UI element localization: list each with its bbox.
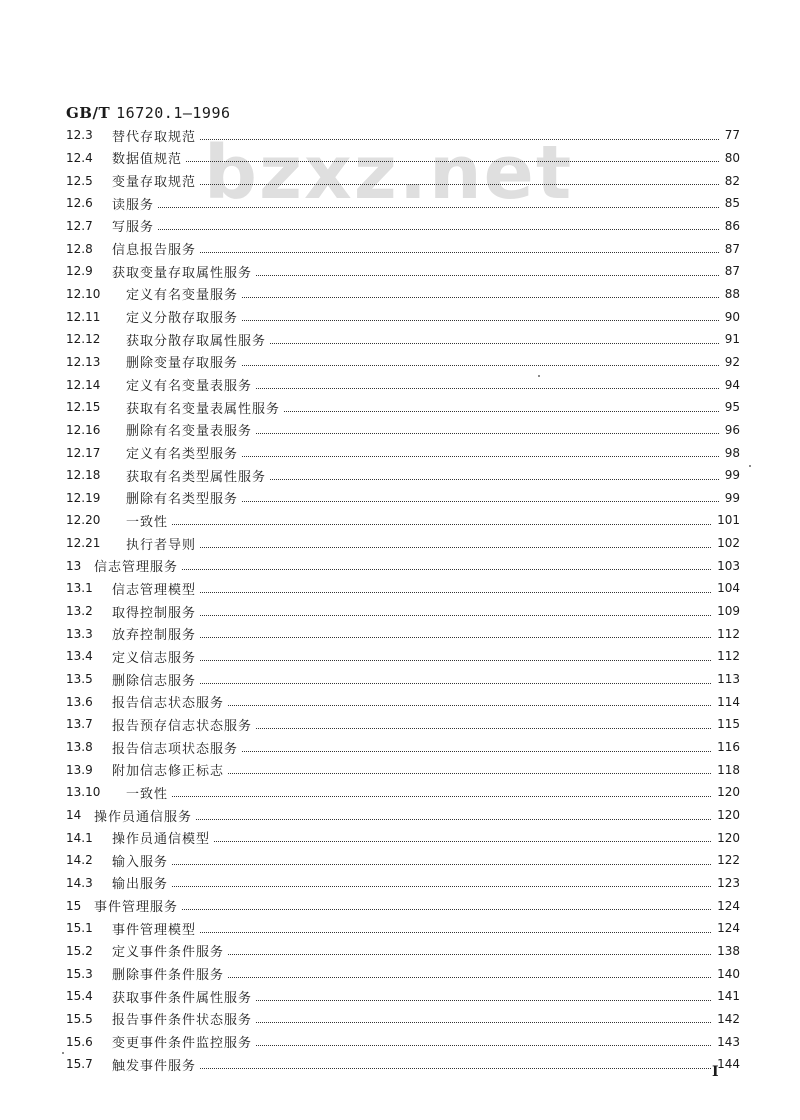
toc-leader-dots <box>196 819 711 820</box>
toc-entry-title: 替代存取规范 <box>112 129 197 145</box>
toc-entry-title: 变量存取规范 <box>112 175 197 191</box>
toc-leader-dots <box>242 456 719 457</box>
toc-entry-title: 删除有名变量表服务 <box>126 424 253 440</box>
toc-leader-dots <box>200 1068 711 1069</box>
toc-entry-title: 事件管理服务 <box>94 900 179 916</box>
toc-entry-number: 12.20 <box>66 513 101 528</box>
toc-entry[interactable] <box>66 600 740 623</box>
toc-entry[interactable] <box>66 215 740 238</box>
page-footer-mark: I <box>712 1064 719 1080</box>
toc-entry-page: 99 <box>724 490 740 505</box>
toc-entry[interactable] <box>66 645 740 668</box>
toc-entry-number: 12.17 <box>66 445 101 460</box>
toc-entry-title: 事件管理模型 <box>112 922 197 938</box>
toc-entry-page: 120 <box>717 808 740 823</box>
toc-entry-number: 12.6 <box>66 196 93 211</box>
scan-speck <box>538 375 540 377</box>
toc-entry[interactable] <box>66 736 740 759</box>
toc-entry-page: 114 <box>717 694 740 709</box>
toc-entry-page: 141 <box>717 989 740 1004</box>
toc-entry-title: 删除信志服务 <box>112 673 197 689</box>
toc-entry-page: 142 <box>717 1011 740 1026</box>
toc-entry[interactable] <box>66 668 740 691</box>
toc-entry-number: 13.1 <box>66 581 93 596</box>
standard-prefix: GB/T <box>66 104 111 122</box>
toc-entry[interactable] <box>66 532 740 555</box>
toc-entry-page: 85 <box>724 196 740 211</box>
toc-entry-title: 获取有名变量表属性服务 <box>126 401 281 417</box>
toc-entry-number: 12.12 <box>66 332 101 347</box>
toc-entry[interactable] <box>66 872 740 895</box>
toc-entry-page: 122 <box>717 853 740 868</box>
toc-entry-number: 12.3 <box>66 128 93 143</box>
toc-entry-title: 信息报告服务 <box>112 243 197 259</box>
toc-entry-title: 一致性 <box>126 514 169 530</box>
toc-entry-number: 12.4 <box>66 150 93 165</box>
toc-entry-page: 99 <box>724 468 740 483</box>
toc-entry-number: 12.18 <box>66 468 101 483</box>
toc-leader-dots <box>200 660 711 661</box>
toc-entry[interactable] <box>66 328 740 351</box>
toc-entry-title: 定义事件条件服务 <box>112 945 225 961</box>
toc-entry-number: 13.5 <box>66 672 93 687</box>
toc-entry[interactable] <box>66 283 740 306</box>
toc-entry-number: 12.9 <box>66 264 93 279</box>
toc-entry[interactable] <box>66 940 740 963</box>
toc-entry-page: 124 <box>717 898 740 913</box>
toc-leader-dots <box>270 479 719 480</box>
toc-entry-title: 删除有名类型服务 <box>126 492 239 508</box>
toc-entry-page: 86 <box>724 218 740 233</box>
toc-entry[interactable] <box>66 554 740 577</box>
toc-entry-number: 12.13 <box>66 354 101 369</box>
toc-entry-title: 获取有名类型属性服务 <box>126 469 267 485</box>
toc-entry-title: 获取事件条件属性服务 <box>112 990 253 1006</box>
toc-entry[interactable] <box>66 464 740 487</box>
toc-entry-title: 定义有名变量表服务 <box>126 379 253 395</box>
toc-entry-number: 12.19 <box>66 490 101 505</box>
toc-entry-page: 90 <box>724 309 740 324</box>
toc-entry[interactable] <box>66 962 740 985</box>
toc-leader-dots <box>228 705 711 706</box>
toc-entry-title: 变更事件条件监控服务 <box>112 1036 253 1052</box>
toc-entry-title: 信志管理服务 <box>94 560 179 576</box>
toc-entry-page: 115 <box>717 717 740 732</box>
toc-entry-number: 12.14 <box>66 377 101 392</box>
toc-entry-number: 15 <box>66 898 82 913</box>
toc-entry-page: 144 <box>717 1057 740 1072</box>
toc-entry[interactable] <box>66 577 740 600</box>
toc-leader-dots <box>200 683 711 684</box>
toc-entry[interactable] <box>66 985 740 1008</box>
toc-entry-number: 12.5 <box>66 173 93 188</box>
toc-entry-page: 124 <box>717 921 740 936</box>
toc-entry[interactable] <box>66 1008 740 1031</box>
toc-entry[interactable] <box>66 690 740 713</box>
toc-entry-page: 112 <box>717 649 740 664</box>
toc-leader-dots <box>158 207 719 208</box>
toc-entry-title: 执行者导则 <box>126 537 197 553</box>
toc-leader-dots <box>256 1000 711 1001</box>
standard-number: 16720.1—1996 <box>116 104 231 122</box>
toc-entry-title: 报告信志状态服务 <box>112 696 225 712</box>
toc-entry-page: 140 <box>717 966 740 981</box>
toc-entry-title: 取得控制服务 <box>112 605 197 621</box>
toc-leader-dots <box>256 275 719 276</box>
toc-entry[interactable] <box>66 192 740 215</box>
toc-entry-page: 109 <box>717 604 740 619</box>
toc-entry[interactable] <box>66 396 740 419</box>
toc-entry[interactable] <box>66 147 740 170</box>
toc-entry-page: 94 <box>724 377 740 392</box>
toc-entry-page: 87 <box>724 241 740 256</box>
toc-entry-number: 12.11 <box>66 309 101 324</box>
toc-entry-page: 123 <box>717 875 740 890</box>
toc-leader-dots <box>200 592 711 593</box>
toc-entry-page: 80 <box>724 150 740 165</box>
toc-entry-title: 删除变量存取服务 <box>126 356 239 372</box>
toc-entry-page: 87 <box>724 264 740 279</box>
toc-entry-number: 14.3 <box>66 875 93 890</box>
toc-entry[interactable] <box>66 1030 740 1053</box>
toc-entry-title: 定义有名变量服务 <box>126 288 239 304</box>
toc-entry-number: 13.2 <box>66 604 93 619</box>
toc-entry-title: 获取分散存取属性服务 <box>126 333 267 349</box>
toc-entry-page: 95 <box>724 400 740 415</box>
toc-entry[interactable] <box>66 169 740 192</box>
toc-entry[interactable] <box>66 237 740 260</box>
toc-entry-number: 14 <box>66 808 82 823</box>
toc-leader-dots <box>214 841 711 842</box>
toc-entry-number: 12.21 <box>66 536 101 551</box>
toc-entry[interactable] <box>66 917 740 940</box>
toc-leader-dots <box>242 297 719 298</box>
toc-entry-number: 13.7 <box>66 717 93 732</box>
toc-entry[interactable] <box>66 826 740 849</box>
toc-entry-title: 输入服务 <box>112 854 169 870</box>
toc-entry-number: 13.8 <box>66 740 93 755</box>
toc-entry-title: 获取变量存取属性服务 <box>112 265 253 281</box>
toc-leader-dots <box>242 365 719 366</box>
scan-speck <box>62 1052 64 1054</box>
toc-entry-number: 15.7 <box>66 1057 93 1072</box>
toc-leader-dots <box>200 252 719 253</box>
page-header <box>66 104 231 122</box>
toc-entry-number: 15.1 <box>66 921 93 936</box>
toc-entry-title: 定义信志服务 <box>112 650 197 666</box>
toc-leader-dots <box>186 161 719 162</box>
toc-entry-number: 12.7 <box>66 218 93 233</box>
toc-entry-page: 82 <box>724 173 740 188</box>
toc-entry-number: 12.8 <box>66 241 93 256</box>
toc-entry-number: 15.2 <box>66 943 93 958</box>
toc-entry-page: 88 <box>724 286 740 301</box>
toc-entry-title: 删除事件条件服务 <box>112 968 225 984</box>
toc-entry[interactable] <box>66 351 740 374</box>
toc-leader-dots <box>200 615 711 616</box>
toc-leader-dots <box>242 501 719 502</box>
toc-leader-dots <box>256 388 719 389</box>
toc-entry-number: 13.6 <box>66 694 93 709</box>
toc-leader-dots <box>200 139 719 140</box>
toc-entry[interactable] <box>66 713 740 736</box>
toc-leader-dots <box>200 184 719 185</box>
toc-leader-dots <box>256 1022 711 1023</box>
toc-entry[interactable] <box>66 373 740 396</box>
toc-entry-page: 113 <box>717 672 740 687</box>
toc-entry-page: 120 <box>717 830 740 845</box>
toc-entry[interactable] <box>66 894 740 917</box>
toc-entry-page: 102 <box>717 536 740 551</box>
toc-entry-number: 14.2 <box>66 853 93 868</box>
toc-entry[interactable] <box>66 622 740 645</box>
toc-entry[interactable] <box>66 305 740 328</box>
watermark: bzxz.net <box>204 130 574 216</box>
toc-leader-dots <box>228 954 711 955</box>
scan-speck <box>749 465 751 467</box>
toc-leader-dots <box>172 886 711 887</box>
toc-entry-page: 116 <box>717 740 740 755</box>
toc-leader-dots <box>172 864 711 865</box>
toc-leader-dots <box>256 433 719 434</box>
toc-entry-page: 92 <box>724 354 740 369</box>
toc-entry-page: 118 <box>717 762 740 777</box>
toc-entry-title: 操作员通信模型 <box>112 832 211 848</box>
toc-entry[interactable] <box>66 781 740 804</box>
toc-entry-number: 13.10 <box>66 785 101 800</box>
toc-entry-page: 120 <box>717 785 740 800</box>
toc-leader-dots <box>242 320 719 321</box>
table-of-contents <box>66 124 740 1076</box>
toc-entry-page: 91 <box>724 332 740 347</box>
toc-entry[interactable] <box>66 804 740 827</box>
toc-entry[interactable] <box>66 260 740 283</box>
toc-entry-number: 13 <box>66 558 82 573</box>
toc-entry-page: 104 <box>717 581 740 596</box>
toc-entry[interactable] <box>66 124 740 147</box>
toc-entry-title: 数据值规范 <box>112 152 183 168</box>
toc-entry[interactable] <box>66 1053 740 1076</box>
toc-entry-title: 操作员通信服务 <box>94 809 193 825</box>
toc-entry-number: 12.10 <box>66 286 101 301</box>
toc-entry[interactable] <box>66 487 740 510</box>
toc-entry[interactable] <box>66 758 740 781</box>
toc-entry-title: 触发事件服务 <box>112 1058 197 1074</box>
toc-entry[interactable] <box>66 419 740 442</box>
toc-entry-title: 输出服务 <box>112 877 169 893</box>
toc-entry-title: 读服务 <box>112 197 155 213</box>
toc-entry-page: 96 <box>724 422 740 437</box>
toc-entry-number: 15.4 <box>66 989 93 1004</box>
toc-leader-dots <box>200 637 711 638</box>
toc-entry-title: 报告信志项状态服务 <box>112 741 239 757</box>
toc-entry-title: 信志管理模型 <box>112 582 197 598</box>
toc-leader-dots <box>284 411 719 412</box>
toc-entry-page: 77 <box>724 128 740 143</box>
toc-entry-title: 报告预存信志状态服务 <box>112 718 253 734</box>
toc-entry-number: 12.15 <box>66 400 101 415</box>
toc-entry-title: 放弃控制服务 <box>112 628 197 644</box>
toc-leader-dots <box>172 796 711 797</box>
toc-entry-number: 13.4 <box>66 649 93 664</box>
toc-entry-page: 101 <box>717 513 740 528</box>
toc-leader-dots <box>158 229 719 230</box>
toc-entry-title: 附加信志修正标志 <box>112 764 225 780</box>
toc-entry-page: 143 <box>717 1034 740 1049</box>
toc-leader-dots <box>256 1045 711 1046</box>
toc-leader-dots <box>256 728 711 729</box>
toc-entry-title: 报告事件条件状态服务 <box>112 1013 253 1029</box>
toc-entry-number: 12.16 <box>66 422 101 437</box>
toc-entry-number: 13.9 <box>66 762 93 777</box>
toc-entry-page: 112 <box>717 626 740 641</box>
toc-entry-title: 定义分散存取服务 <box>126 311 239 327</box>
toc-leader-dots <box>182 569 711 570</box>
toc-entry[interactable] <box>66 849 740 872</box>
toc-entry-title: 写服务 <box>112 220 155 236</box>
toc-entry-page: 103 <box>717 558 740 573</box>
toc-entry-number: 13.3 <box>66 626 93 641</box>
toc-entry-page: 138 <box>717 943 740 958</box>
toc-leader-dots <box>200 547 711 548</box>
toc-entry-number: 15.6 <box>66 1034 93 1049</box>
toc-entry-number: 15.5 <box>66 1011 93 1026</box>
toc-entry-number: 15.3 <box>66 966 93 981</box>
toc-leader-dots <box>200 932 711 933</box>
toc-leader-dots <box>242 751 711 752</box>
toc-entry-number: 14.1 <box>66 830 93 845</box>
toc-entry[interactable] <box>66 509 740 532</box>
toc-leader-dots <box>228 977 711 978</box>
toc-leader-dots <box>182 909 711 910</box>
toc-entry[interactable] <box>66 441 740 464</box>
toc-entry-title: 一致性 <box>126 786 169 802</box>
toc-leader-dots <box>270 343 719 344</box>
toc-leader-dots <box>228 773 711 774</box>
toc-entry-page: 98 <box>724 445 740 460</box>
toc-leader-dots <box>172 524 711 525</box>
toc-entry-title: 定义有名类型服务 <box>126 447 239 463</box>
